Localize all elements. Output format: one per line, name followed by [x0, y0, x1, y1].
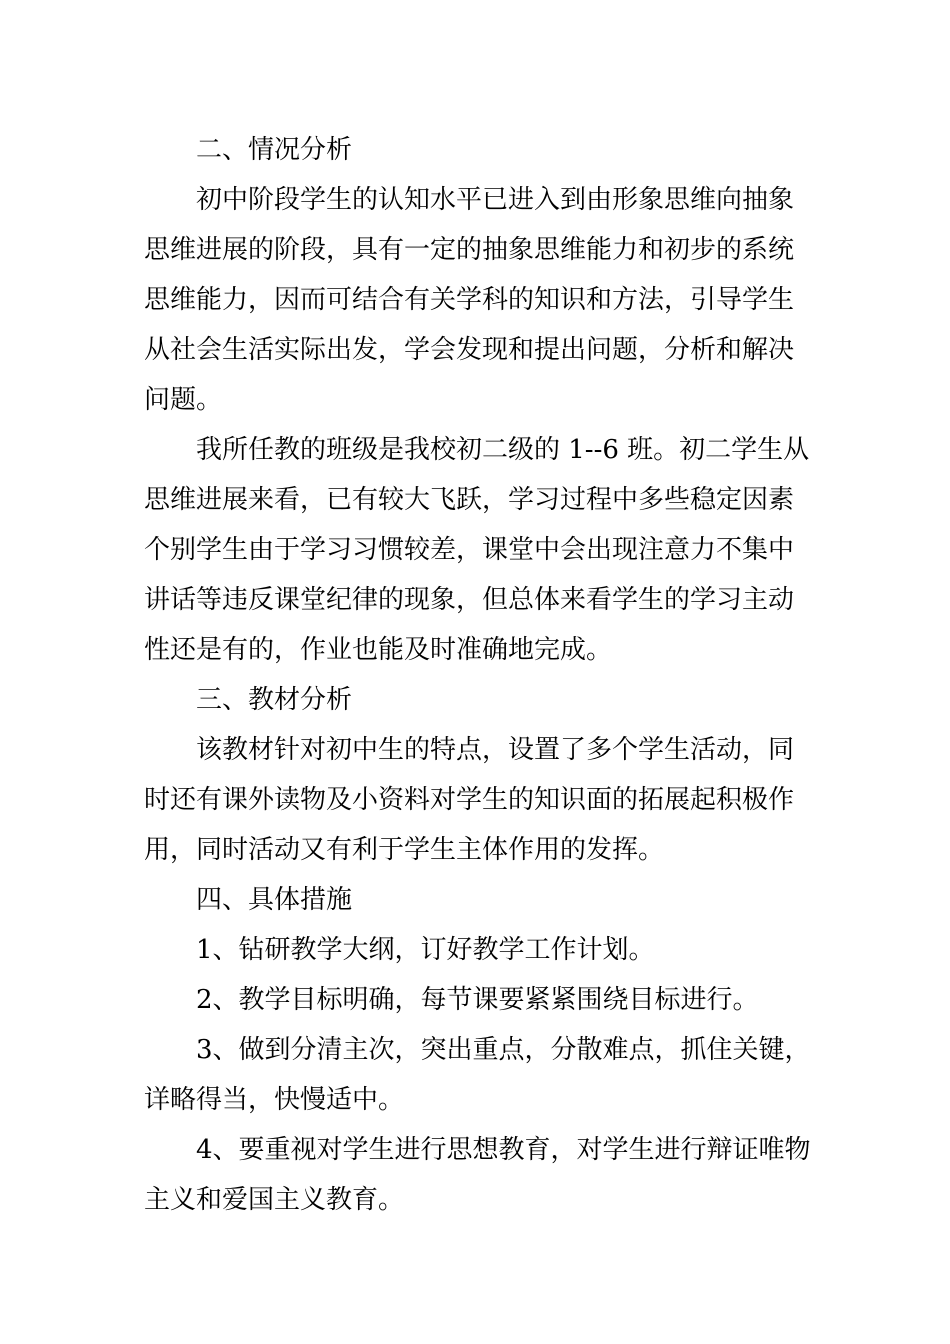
paragraph-line: 我所任教的班级是我校初二级的 1--6 班。初二学生从	[196, 435, 810, 465]
paragraph-line: 从社会生活实际出发，学会发现和提出问题，分析和解决	[144, 335, 795, 365]
list-item-3: 3、做到分清主次，突出重点，分散难点，抓住关键，	[196, 1035, 811, 1065]
paragraph-line: 该教材针对初中生的特点，设置了多个学生活动，同	[196, 735, 795, 765]
paragraph-line: 思维进展的阶段，具有一定的抽象思维能力和初步的系统	[144, 235, 795, 265]
paragraph-line: 思维能力，因而可结合有关学科的知识和方法，引导学生	[144, 285, 795, 315]
list-item-4: 4、要重视对学生进行思想教育，对学生进行辩证唯物	[196, 1135, 811, 1165]
heading-specific-measures: 四、具体措施	[196, 885, 353, 915]
paragraph-line: 个别学生由于学习习惯较差，课堂中会出现注意力不集中	[144, 535, 795, 565]
heading-textbook-analysis: 三、教材分析	[196, 685, 353, 715]
list-item-1: 1、钻研教学大纲，订好教学工作计划。	[196, 935, 655, 965]
list-item-4-continuation: 主义和爱国主义教育。	[144, 1185, 405, 1215]
paragraph-line: 用，同时活动又有利于学生主体作用的发挥。	[144, 835, 665, 865]
paragraph-line: 问题。	[144, 385, 223, 415]
paragraph-line: 初中阶段学生的认知水平已进入到由形象思维向抽象	[196, 185, 795, 215]
paragraph-line: 时还有课外读物及小资料对学生的知识面的拓展起积极作	[144, 785, 795, 815]
paragraph-line: 思维进展来看，已有较大飞跃，学习过程中多些稳定因素	[144, 485, 795, 515]
paragraph-line: 性还是有的，作业也能及时准确地完成。	[144, 635, 613, 665]
list-item-3-continuation: 详略得当，快慢适中。	[144, 1085, 405, 1115]
paragraph-line: 讲话等违反课堂纪律的现象，但总体来看学生的学习主动	[144, 585, 795, 615]
heading-situation-analysis: 二、情况分析	[196, 135, 353, 165]
list-item-2: 2、教学目标明确，每节课要紧紧围绕目标进行。	[196, 985, 759, 1015]
